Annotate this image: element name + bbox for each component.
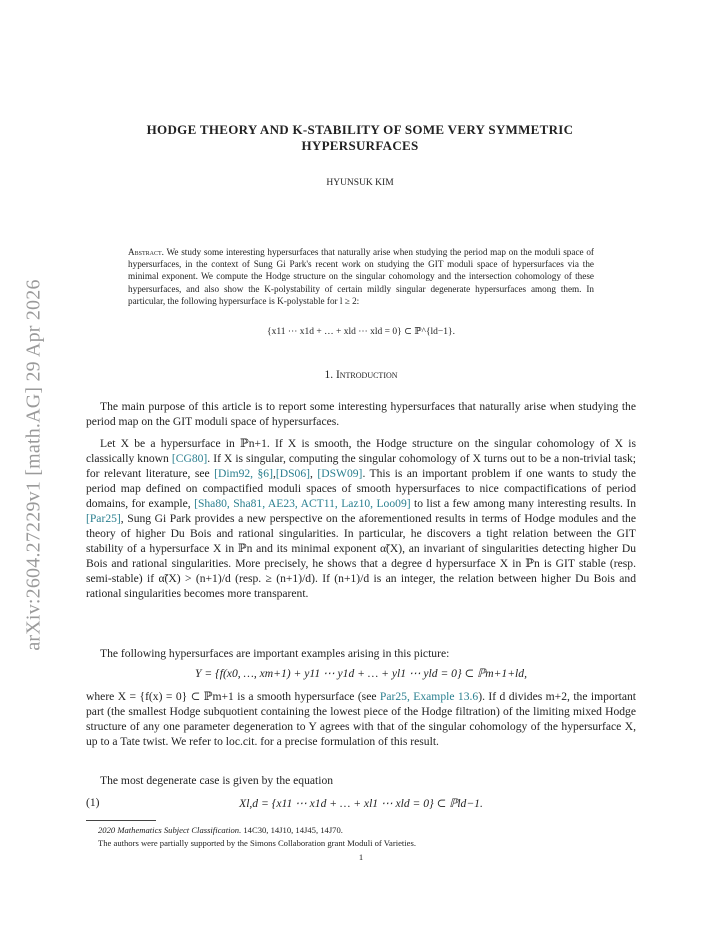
citation-cg80[interactable]: [CG80] [171, 452, 208, 465]
p4-text-a: where X = {f(x) = 0} ⊂ ℙm+1 is a smooth hypersurface (see [86, 690, 380, 703]
p2-text-c: . This is an important problem if one wants to study the period map defined on compactified moduli spaces of smooth hypersurfaces to nice compactifications of period domains, for example, [86, 467, 637, 510]
citation-sha80-group[interactable]: [Sha80, Sha81, AE23, ACT11, Laz10, Loo09] [194, 497, 411, 510]
footnote-msc [98, 824, 636, 836]
paragraph-3: The following hypersurfaces are important examples arising in this picture: [100, 647, 450, 660]
citation-par25-example[interactable]: Par25, Example 13.6 [379, 690, 479, 703]
citation-dim92[interactable]: [Dim92, §6] [214, 467, 273, 480]
arxiv-stamp-text: arXiv:2604.27229v1 [math.AG] 29 Apr 2026 [22, 279, 45, 651]
paper-title [90, 122, 630, 154]
footnote-rule [86, 820, 156, 821]
p2-text-b: . If X is singular, computing the singular cohomology of X turns out to be a non-trivial task; for relevant literature, see [86, 452, 636, 480]
arxiv-stamp [10, 240, 58, 690]
paragraph-4 [86, 689, 636, 749]
p2-text-d: to list a few among many interesting results. In [410, 497, 636, 510]
section-heading: 1. Introduction [324, 369, 398, 381]
paragraph-1: The main purpose of this article is to report some interesting hypersurfaces that naturally arise when studying the period map on the GIT moduli space of hypersurfaces. [86, 400, 636, 428]
msc-codes: 14C30, 14J10, 14J45, 14J70. [243, 825, 343, 835]
abstract-text: We study some interesting hypersurfaces that naturally arise when studying the period map on the moduli space of hypersurfaces, in the context of Sung Gi Park's recent work on studying the GIT moduli space of hypersurfaces via the minimal exponent. We compute the Hodge structure on the singular cohomology and the intersection cohomology of these hypersurfaces, and also show the K-polystability of certain mildly singular degenerate hypersurfaces among them. In particular, the following hypersurface is K-polystable for l ≥ 2: [128, 247, 594, 306]
abstract [128, 246, 594, 307]
citation-par25[interactable]: [Par25] [86, 512, 121, 525]
p2-text-e: , Sung Gi Park provides a new perspective on the aforementioned results in terms of Hodge modules and the theory of higher Du Bois and rational singularities. In particular, he discovers a tight relation between the GIT stability of a hypersurface X in ℙn and its minimal exponent α̃(X), an invariant of singularities detecting higher Du Bois and rational singularities. More precisely, he shows that a degree d hypersurface X in ℙn is GIT stable (resp. semi-stable) if α̃(X) > (n+1)/d (resp. ≥ (n+1)/d). If (n+1)/d is an integer, the relation between higher Du Bois and rational singularities becomes more transparent. [86, 512, 636, 600]
footnote-support: The authors were partially supported by the Simons Collaboration grant Moduli of Varieties. [98, 838, 416, 848]
citation-ds06[interactable]: [DS06] [275, 467, 311, 480]
title-line-1: HODGE THEORY AND K-STABILITY OF SOME VERY SYMMETRIC [146, 122, 574, 137]
main-equation: Y = {f(x0, …, xm+1) + y11 ⋯ y1d + … + yl1 ⋯ yld = 0} ⊂ ℙm+1+ld, [195, 667, 527, 680]
p4-text-b: ). If d divides m+2, the important part (the smallest Hodge subquotient containing the lowest piece of the Hodge filtration) of the limiting mixed Hodge structure of any one parameter degeneration to Y agrees with that of the singular cohomology of the hypersurface X, up to a Tate twist. We refer to loc.cit. for a precise formulation of this result. [86, 690, 636, 748]
equation-1: Xl,d = {x11 ⋯ x1d + … + xl1 ⋯ xld = 0} ⊂ ℙld−1. [239, 797, 483, 810]
p2-text-a: Let X be a hypersurface in ℙn+1. If X is smooth, the Hodge structure on the singular cohomology of X is classically known [86, 437, 636, 465]
page-number: 1 [358, 852, 364, 862]
paragraph-5: The most degenerate case is given by the equation [100, 774, 334, 787]
citation-dsw09[interactable]: [DSW09] [317, 467, 363, 480]
abstract-label: Abstract. [128, 247, 164, 257]
msc-label: 2020 Mathematics Subject Classification. [98, 825, 242, 835]
author-name: HYUNSUK KIM [326, 178, 394, 188]
paragraph-2: Let X be a hypersurface in ℙn+1. If X is smooth, the Hodge structure on the singular cohomology of X is classically known [CG80]. If X is singular, computing the singular cohomology of X turns out to be a non-trivial task; for relevant literature, see [Dim92, §6],[DS06], [DSW09]. This is an important problem if one wants to study the period map defined on compactified moduli spaces of smooth hypersurfaces to nice compactifications of period domains, for example, [Sha80, Sha81, AE23, ACT11, Laz10, Loo09] to list a few among many interesting results. In [Par25], Sung Gi Park provides a new perspective on the aforementioned results in terms of Hodge modules and the theory of higher Du Bois and rational singularities. In particular, he discovers a tight relation between the GIT stability of a hypersurface X in ℙn and its minimal exponent α̃(X), an invariant of singularities detecting higher Du Bois and rational singularities. More precisely, he shows that a degree d hypersurface X in ℙn is GIT stable (resp. semi-stable) if α̃(X) > (n+1)/d (resp. ≥ (n+1)/d). If (n+1)/d is an integer, the relation between higher Du Bois and rational singularities becomes more transparent. [86, 437, 637, 600]
title-line-2: HYPERSURFACES [301, 138, 419, 153]
equation-number: (1) [86, 796, 100, 809]
abstract-equation: {x11 ⋯ x1d + … + xld ⋯ xld = 0} ⊂ ℙ^{ld−1}. [267, 327, 455, 337]
